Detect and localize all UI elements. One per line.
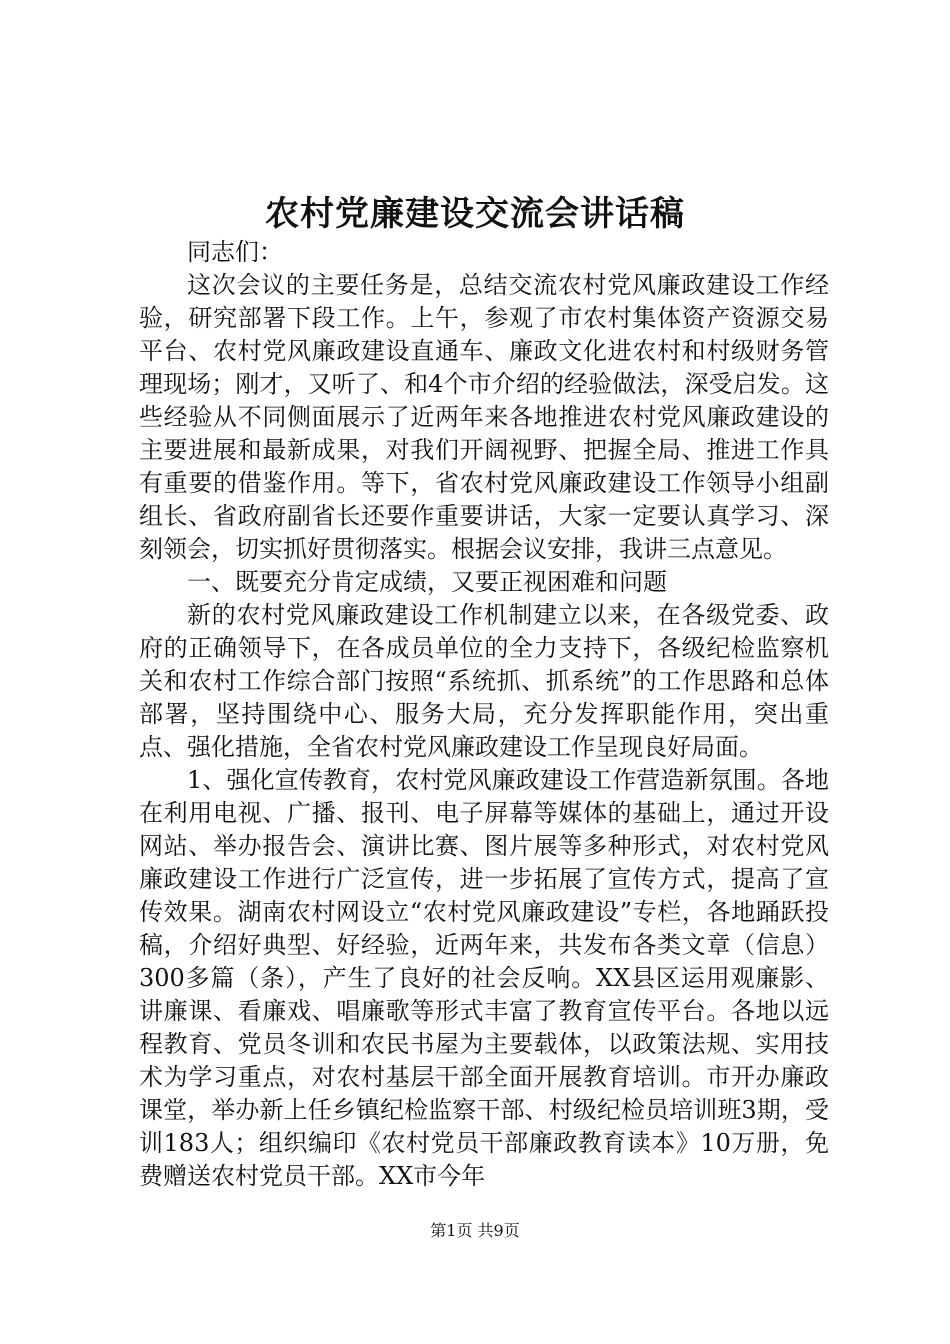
document-body [139, 236, 829, 1193]
body-paragraph: 新的农村党风廉政建设工作机制建立以来，在各级党委、政府的正确领导下，在各成员单位的全力支持下，各级纪检监察机关和农村工作综合部门按照“系统抓、抓系统”的工作思路和总体部署，坚持围绕中心、服务大局，充分发挥职能作用，突出重点、强化措施，全省农村党风廉政建设工作呈现良好局面。 [139, 601, 829, 761]
page-footer: 第1页 共9页 [430, 1221, 520, 1240]
body-paragraph: 1、强化宣传教育，农村党风廉政建设工作营造新氛围。各地在利用电视、广播、报刊、电子屏幕等媒体的基础上，通过开设网站、举办报告会、演讲比赛、图片展等多种形式，对农村党风廉政建设工作进行广泛宣传，进一步拓展了宣传方式，提高了宣传效果。湖南农村网设立“农村党风廉政建设”专栏，各地踊跃投稿，介绍好典型、好经验，近两年来，共发布各类文章（信息）300多篇（条），产生了良好的社会反响。XX县区运用观廉影、讲廉课、看廉戏、唱廉歌等形式丰富了教育宣传平台。各地以远程教育、党员冬训和农民书屋为主要载体，以政策法规、实用技术为学习重点，对农村基层干部全面开展教育培训。市开办廉政课堂，举办新上任乡镇纪检监察干部、村级纪检员培训班3期，受训183人；组织编印《农村党员干部廉政教育读本》10万册，免费赠送农村党员干部。XX市今年 [139, 766, 829, 1190]
document-title: 农村党廉建设交流会讲话稿 [265, 194, 685, 234]
section-heading: 一、既要充分肯定成绩，又要正视困难和问题 [187, 568, 667, 596]
salutation-paragraph: 同志们： [187, 238, 283, 266]
body-paragraph: 这次会议的主要任务是，总结交流农村党风廉政建设工作经验，研究部署下段工作。上午，参观了市农村集体资产资源交易平台、农村党风廉政建设直通车、廉政文化进农村和村级财务管理现场；刚才，又听了、和4个市介绍的经验做法，深受启发。这些经验从不同侧面展示了近两年来各地推进农村党风廉政建设的主要进展和最新成果，对我们开阔视野、把握全局、推进工作具有重要的借鉴作用。等下，省农村党风廉政建设工作领导小组副组长、省政府副省长还要作重要讲话，大家一定要认真学习、深刻领会，切实抓好贯彻落实。根据会议安排，我讲三点意见。 [139, 271, 829, 563]
